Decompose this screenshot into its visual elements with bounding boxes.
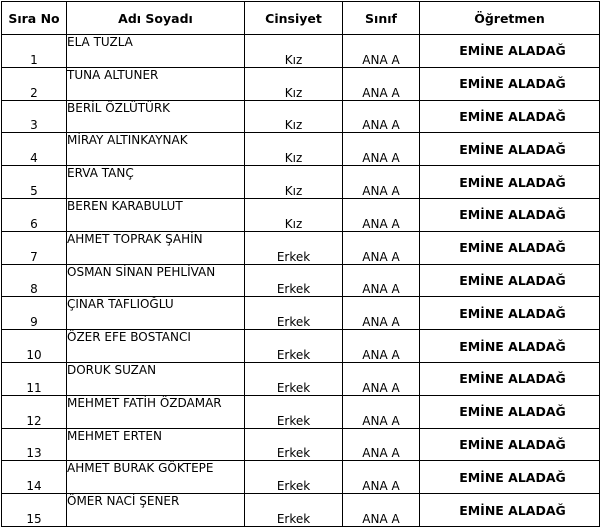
teacher-name: EMİNE ALADAĞ: [459, 305, 566, 321]
cell-sira-no: 13: [2, 428, 67, 461]
cell-adi-soyadi: ELA TUZLA: [67, 35, 245, 68]
header-adi-soyadi: Adı Soyadı: [67, 2, 245, 35]
teacher-name: EMİNE ALADAĞ: [459, 174, 566, 190]
cell-sinif: ANA A: [343, 264, 420, 297]
cell-adi-soyadi: AHMET BURAK GÖKTEPE: [67, 461, 245, 494]
cell-sira-no: 1: [2, 35, 67, 68]
cell-sinif: ANA A: [343, 100, 420, 133]
cell-adi-soyadi: MİRAY ALTINKAYNAK: [67, 133, 245, 166]
cell-sira-no: 9: [2, 297, 67, 330]
cell-sinif: ANA A: [343, 362, 420, 395]
cell-sinif: ANA A: [343, 166, 420, 199]
cell-cinsiyet: Kız: [245, 67, 343, 100]
cell-ogretmen: [420, 428, 600, 461]
cell-adi-soyadi: ÇINAR TAFLIOĞLU: [67, 297, 245, 330]
cell-adi-soyadi: TUNA ALTUNER: [67, 67, 245, 100]
cell-sinif: ANA A: [343, 395, 420, 428]
cell-adi-soyadi: MEHMET ERTEN: [67, 428, 245, 461]
cell-adi-soyadi: BEREN KARABULUT: [67, 198, 245, 231]
cell-adi-soyadi: OSMAN SİNAN PEHLİVAN: [67, 264, 245, 297]
teacher-name: EMİNE ALADAĞ: [459, 207, 566, 223]
cell-ogretmen: [420, 297, 600, 330]
table-row: [2, 231, 600, 264]
cell-ogretmen: [420, 198, 600, 231]
cell-adi-soyadi: ERVA TANÇ: [67, 166, 245, 199]
cell-cinsiyet: Kız: [245, 133, 343, 166]
cell-sinif: ANA A: [343, 494, 420, 527]
teacher-name: EMİNE ALADAĞ: [459, 404, 566, 420]
cell-ogretmen: [420, 494, 600, 527]
teacher-name: EMİNE ALADAĞ: [459, 272, 566, 288]
cell-ogretmen: [420, 67, 600, 100]
cell-sira-no: 3: [2, 100, 67, 133]
cell-cinsiyet: Erkek: [245, 231, 343, 264]
cell-sinif: ANA A: [343, 231, 420, 264]
teacher-name: EMİNE ALADAĞ: [459, 371, 566, 387]
table-body: [2, 35, 600, 527]
cell-sira-no: 5: [2, 166, 67, 199]
cell-cinsiyet: Erkek: [245, 362, 343, 395]
cell-cinsiyet: Erkek: [245, 428, 343, 461]
cell-adi-soyadi: AHMET TOPRAK ŞAHİN: [67, 231, 245, 264]
table-row: [2, 133, 600, 166]
cell-cinsiyet: Kız: [245, 166, 343, 199]
cell-sira-no: 6: [2, 198, 67, 231]
cell-adi-soyadi: MEHMET FATİH ÖZDAMAR: [67, 395, 245, 428]
teacher-name: EMİNE ALADAĞ: [459, 338, 566, 354]
teacher-name: EMİNE ALADAĞ: [459, 240, 566, 256]
cell-ogretmen: [420, 166, 600, 199]
cell-sira-no: 2: [2, 67, 67, 100]
teacher-name: EMİNE ALADAĞ: [459, 502, 566, 518]
table-row: [2, 67, 600, 100]
cell-sira-no: 8: [2, 264, 67, 297]
cell-ogretmen: [420, 461, 600, 494]
teacher-name: EMİNE ALADAĞ: [459, 76, 566, 92]
teacher-name: EMİNE ALADAĞ: [459, 108, 566, 124]
cell-cinsiyet: Kız: [245, 198, 343, 231]
student-roster-table: [1, 1, 600, 527]
table-row: [2, 166, 600, 199]
cell-sira-no: 4: [2, 133, 67, 166]
cell-adi-soyadi: ÖMER NACİ ŞENER: [67, 494, 245, 527]
cell-sira-no: 11: [2, 362, 67, 395]
cell-sinif: ANA A: [343, 35, 420, 68]
cell-cinsiyet: Erkek: [245, 395, 343, 428]
header-sinif: Sınıf: [343, 2, 420, 35]
cell-adi-soyadi: ÖZER EFE BOSTANCI: [67, 330, 245, 363]
cell-sira-no: 7: [2, 231, 67, 264]
teacher-name: EMİNE ALADAĞ: [459, 141, 566, 157]
cell-sinif: ANA A: [343, 297, 420, 330]
header-cinsiyet: Cinsiyet: [245, 2, 343, 35]
header-sira-no: Sıra No: [2, 2, 67, 35]
cell-sinif: ANA A: [343, 461, 420, 494]
table-row: [2, 198, 600, 231]
cell-ogretmen: [420, 395, 600, 428]
table-row: [2, 395, 600, 428]
cell-adi-soyadi: DORUK SUZAN: [67, 362, 245, 395]
cell-ogretmen: [420, 264, 600, 297]
table-row: [2, 297, 600, 330]
header-ogretmen: Öğretmen: [420, 2, 600, 35]
cell-cinsiyet: Erkek: [245, 297, 343, 330]
cell-cinsiyet: Erkek: [245, 330, 343, 363]
cell-ogretmen: [420, 133, 600, 166]
table-row: [2, 264, 600, 297]
cell-adi-soyadi: BERİL ÖZLÜTÜRK: [67, 100, 245, 133]
cell-ogretmen: [420, 231, 600, 264]
cell-sinif: ANA A: [343, 133, 420, 166]
cell-sira-no: 10: [2, 330, 67, 363]
cell-sira-no: 12: [2, 395, 67, 428]
table-row: [2, 330, 600, 363]
cell-cinsiyet: Erkek: [245, 494, 343, 527]
cell-ogretmen: [420, 35, 600, 68]
cell-ogretmen: [420, 100, 600, 133]
teacher-name: EMİNE ALADAĞ: [459, 469, 566, 485]
cell-sinif: ANA A: [343, 67, 420, 100]
cell-cinsiyet: Kız: [245, 35, 343, 68]
table-row: [2, 100, 600, 133]
cell-ogretmen: [420, 330, 600, 363]
cell-sinif: ANA A: [343, 330, 420, 363]
table-row: [2, 428, 600, 461]
cell-sira-no: 14: [2, 461, 67, 494]
cell-cinsiyet: Erkek: [245, 461, 343, 494]
teacher-name: EMİNE ALADAĞ: [459, 436, 566, 452]
table-row: [2, 461, 600, 494]
cell-cinsiyet: Erkek: [245, 264, 343, 297]
table-row: [2, 362, 600, 395]
teacher-name: EMİNE ALADAĞ: [459, 43, 566, 59]
cell-cinsiyet: Kız: [245, 100, 343, 133]
table-row: [2, 494, 600, 527]
cell-sinif: ANA A: [343, 198, 420, 231]
header-row: [2, 2, 600, 35]
cell-ogretmen: [420, 362, 600, 395]
cell-sira-no: 15: [2, 494, 67, 527]
cell-sinif: ANA A: [343, 428, 420, 461]
table-row: [2, 35, 600, 68]
